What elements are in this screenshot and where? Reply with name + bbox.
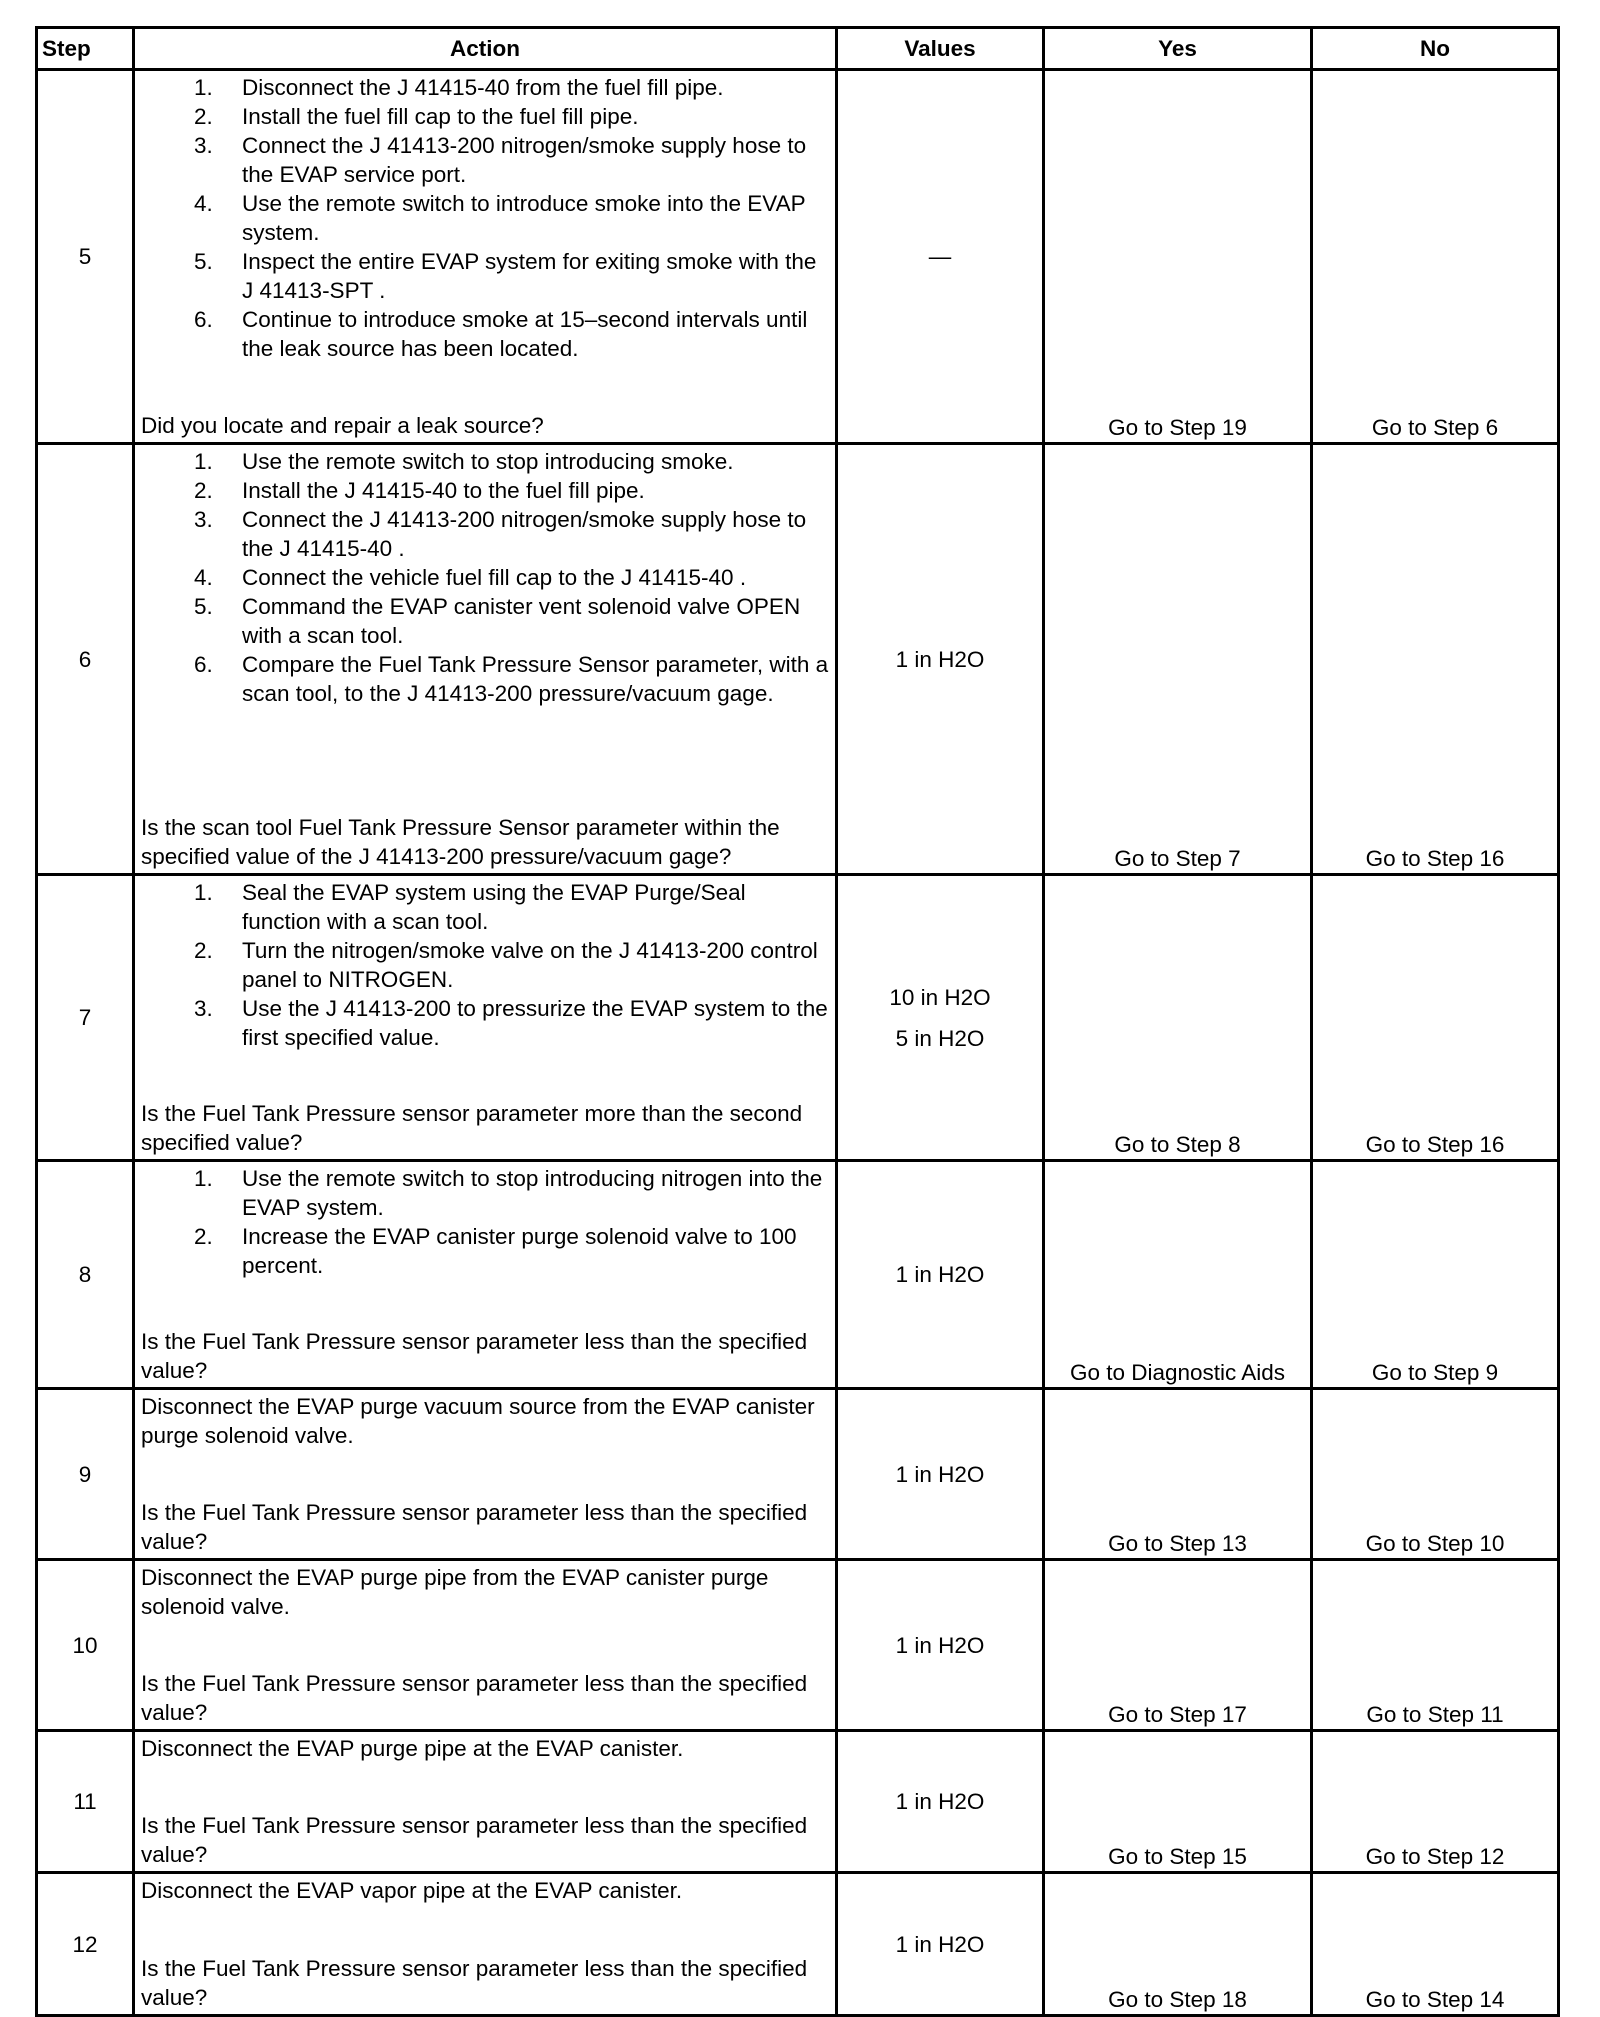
instruction-text: Install the J 41415-40 to the fuel fill pipe.	[242, 478, 645, 503]
action-content	[135, 71, 835, 442]
action-instructions	[141, 1164, 829, 1280]
value-text: 1 in H2O	[895, 1789, 985, 1814]
instruction-text: Disconnect the J 41415-40 from the fuel fill pipe.	[242, 75, 724, 100]
instruction-number: 5.	[194, 249, 213, 274]
step-number: 11	[37, 1731, 134, 1873]
instruction-item	[141, 476, 829, 505]
table-row	[37, 1161, 1559, 1389]
value-text: 1 in H2O	[895, 1262, 985, 1287]
instruction-text: Compare the Fuel Tank Pressure Sensor parameter, with a scan tool, to the J 41413-200 pressure/vacuum gage.	[242, 652, 829, 706]
instruction-item	[141, 650, 829, 708]
table-row	[37, 70, 1559, 444]
instruction-text: Turn the nitrogen/smoke valve on the J 41413-200 control panel to NITROGEN.	[242, 938, 818, 992]
header-action: Action	[134, 28, 837, 70]
action-cell	[134, 1389, 837, 1560]
yes-result: Go to Step 7	[1044, 444, 1312, 875]
instruction-text: Seal the EVAP system using the EVAP Purge/Seal function with a scan tool.	[242, 880, 746, 934]
yes-result: Go to Diagnostic Aids	[1044, 1161, 1312, 1389]
action-cell	[134, 444, 837, 875]
instruction-text: Use the remote switch to stop introducing nitrogen into the EVAP system.	[242, 1166, 823, 1220]
value-text: 1 in H2O	[895, 1461, 985, 1487]
instruction-text: Disconnect the EVAP purge vacuum source from the EVAP canister purge solenoid valve.	[141, 1394, 815, 1448]
instruction-text: Use the remote switch to stop introducing smoke.	[242, 449, 734, 474]
table-row	[37, 1560, 1559, 1731]
instruction-number: 4.	[194, 565, 213, 590]
instruction-number: 3.	[194, 996, 213, 1021]
step-number: 8	[37, 1161, 134, 1389]
instruction-number: 2.	[194, 104, 213, 129]
no-result: Go to Step 9	[1312, 1161, 1559, 1389]
question-text: Is the Fuel Tank Pressure sensor parameter less than the specified value?	[141, 1956, 808, 2010]
step-number: 12	[37, 1873, 134, 2016]
values-cell	[837, 875, 1044, 1161]
table-row	[37, 875, 1559, 1161]
values-cell	[837, 1731, 1044, 1873]
action-cell	[134, 70, 837, 444]
yes-result: Go to Step 18	[1044, 1873, 1312, 2016]
yes-result: Go to Step 8	[1044, 875, 1312, 1161]
instruction-number: 4.	[194, 191, 213, 216]
yes-result: Go to Step 19	[1044, 70, 1312, 444]
action-content	[135, 1162, 835, 1387]
question-text: Is the Fuel Tank Pressure sensor parameter less than the specified value?	[141, 1813, 808, 1867]
value-text: 5 in H2O	[895, 1025, 985, 1051]
question-text: Is the Fuel Tank Pressure sensor parameter more than the second specified value?	[141, 1101, 803, 1155]
action-instructions	[141, 1876, 829, 1905]
question-text: Is the Fuel Tank Pressure sensor parameter less than the specified value?	[141, 1500, 808, 1554]
no-result: Go to Step 10	[1312, 1389, 1559, 1560]
no-result: Go to Step 6	[1312, 70, 1559, 444]
action-cell	[134, 1873, 837, 2016]
instruction-item	[141, 878, 829, 936]
yes-result: Go to Step 13	[1044, 1389, 1312, 1560]
instruction-number: 1.	[194, 880, 213, 905]
instruction-number: 1.	[194, 449, 213, 474]
instruction-number: 1.	[194, 1166, 213, 1191]
values-cell	[837, 70, 1044, 444]
value-text: 1 in H2O	[895, 1931, 985, 1957]
action-content	[135, 445, 835, 873]
yes-result: Go to Step 15	[1044, 1731, 1312, 1873]
question-text: Is the Fuel Tank Pressure sensor parameter less than the specified value?	[141, 1329, 808, 1383]
question-text: Is the scan tool Fuel Tank Pressure Sensor parameter within the specified value of the J 41413-200 pressure/vacuum gage?	[141, 815, 780, 869]
step-number: 9	[37, 1389, 134, 1560]
action-content	[135, 1732, 835, 1871]
action-instructions	[141, 1563, 829, 1621]
header-values: Values	[837, 28, 1044, 70]
instruction-number: 2.	[194, 938, 213, 963]
instruction-item	[141, 1222, 829, 1280]
instruction-text: Command the EVAP canister vent solenoid valve OPEN with a scan tool.	[242, 594, 801, 648]
instruction-number: 6.	[194, 307, 213, 332]
instruction-text: Disconnect the EVAP vapor pipe at the EVAP canister.	[141, 1878, 683, 1903]
instruction-list	[141, 1164, 829, 1280]
action-instructions	[141, 1392, 829, 1450]
action-instructions	[141, 447, 829, 708]
values-cell	[837, 1389, 1044, 1560]
question-text: Did you locate and repair a leak source?	[141, 413, 544, 438]
instruction-number: 3.	[194, 133, 213, 158]
instruction-list	[141, 73, 829, 363]
instruction-item	[141, 994, 829, 1052]
instruction-text: Continue to introduce smoke at 15–second intervals until the leak source has been located.	[242, 307, 808, 361]
instruction-text: Use the remote switch to introduce smoke into the EVAP system.	[242, 191, 806, 245]
header-yes: Yes	[1044, 28, 1312, 70]
no-result: Go to Step 16	[1312, 444, 1559, 875]
action-content	[135, 1561, 835, 1729]
instruction-text: Connect the J 41413-200 nitrogen/smoke supply hose to the EVAP service port.	[242, 133, 807, 187]
action-content	[135, 1390, 835, 1558]
instruction-text: Connect the J 41413-200 nitrogen/smoke supply hose to the J 41415-40 .	[242, 507, 807, 561]
step-number: 5	[37, 70, 134, 444]
instruction-item	[141, 102, 829, 131]
table-row	[37, 444, 1559, 875]
instruction-text: Increase the EVAP canister purge solenoid valve to 100 percent.	[242, 1224, 797, 1278]
instruction-text: Disconnect the EVAP purge pipe at the EVAP canister.	[141, 1736, 684, 1761]
no-result: Go to Step 11	[1312, 1560, 1559, 1731]
value-text: 10 in H2O	[889, 984, 991, 1010]
action-instructions	[141, 73, 829, 363]
values-cell	[837, 1161, 1044, 1389]
instruction-number: 1.	[194, 75, 213, 100]
instruction-text: Connect the vehicle fuel fill cap to the J 41415-40 .	[242, 565, 747, 590]
action-instructions	[141, 1734, 829, 1763]
action-cell	[134, 1731, 837, 1873]
header-row	[37, 28, 1559, 70]
value-text: 1 in H2O	[895, 646, 985, 672]
action-content	[135, 1874, 835, 2014]
table-row	[37, 1873, 1559, 2016]
header-no: No	[1312, 28, 1559, 70]
step-number: 7	[37, 875, 134, 1161]
diagnostic-table	[35, 26, 1560, 2017]
instruction-item	[141, 592, 829, 650]
instruction-item	[141, 447, 829, 476]
instruction-item	[141, 505, 829, 563]
values-cell	[837, 1873, 1044, 2016]
value-text: 1 in H2O	[895, 1632, 985, 1658]
instruction-item	[141, 73, 829, 102]
instruction-item	[141, 189, 829, 247]
values-cell	[837, 444, 1044, 875]
instruction-text: Install the fuel fill cap to the fuel fill pipe.	[242, 104, 639, 129]
action-instructions	[141, 878, 829, 1052]
no-result: Go to Step 12	[1312, 1731, 1559, 1873]
value-text: —	[928, 244, 952, 269]
table-row	[37, 1389, 1559, 1560]
instruction-number: 6.	[194, 652, 213, 677]
no-result: Go to Step 14	[1312, 1873, 1559, 2016]
action-content	[135, 876, 835, 1159]
step-number: 10	[37, 1560, 134, 1731]
instruction-number: 5.	[194, 594, 213, 619]
instruction-item	[141, 131, 829, 189]
instruction-text: Use the J 41413-200 to pressurize the EVAP system to the first specified value.	[242, 996, 828, 1050]
values-cell	[837, 1560, 1044, 1731]
table-row	[37, 1731, 1559, 1873]
header-step: Step	[37, 28, 134, 70]
instruction-number: 3.	[194, 507, 213, 532]
instruction-number: 2.	[194, 1224, 213, 1249]
yes-result: Go to Step 17	[1044, 1560, 1312, 1731]
action-cell	[134, 1161, 837, 1389]
instruction-item	[141, 563, 829, 592]
instruction-item	[141, 936, 829, 994]
action-cell	[134, 875, 837, 1161]
instruction-number: 2.	[194, 478, 213, 503]
question-text: Is the Fuel Tank Pressure sensor parameter less than the specified value?	[141, 1671, 808, 1725]
instruction-item	[141, 247, 829, 305]
no-result: Go to Step 16	[1312, 875, 1559, 1161]
instruction-list	[141, 447, 829, 708]
instruction-list	[141, 878, 829, 1052]
step-number: 6	[37, 444, 134, 875]
instruction-text: Inspect the entire EVAP system for exiting smoke with the J 41413-SPT .	[242, 249, 817, 303]
instruction-item	[141, 305, 829, 363]
action-cell	[134, 1560, 837, 1731]
instruction-text: Disconnect the EVAP purge pipe from the EVAP canister purge solenoid valve.	[141, 1565, 769, 1619]
instruction-item	[141, 1164, 829, 1222]
